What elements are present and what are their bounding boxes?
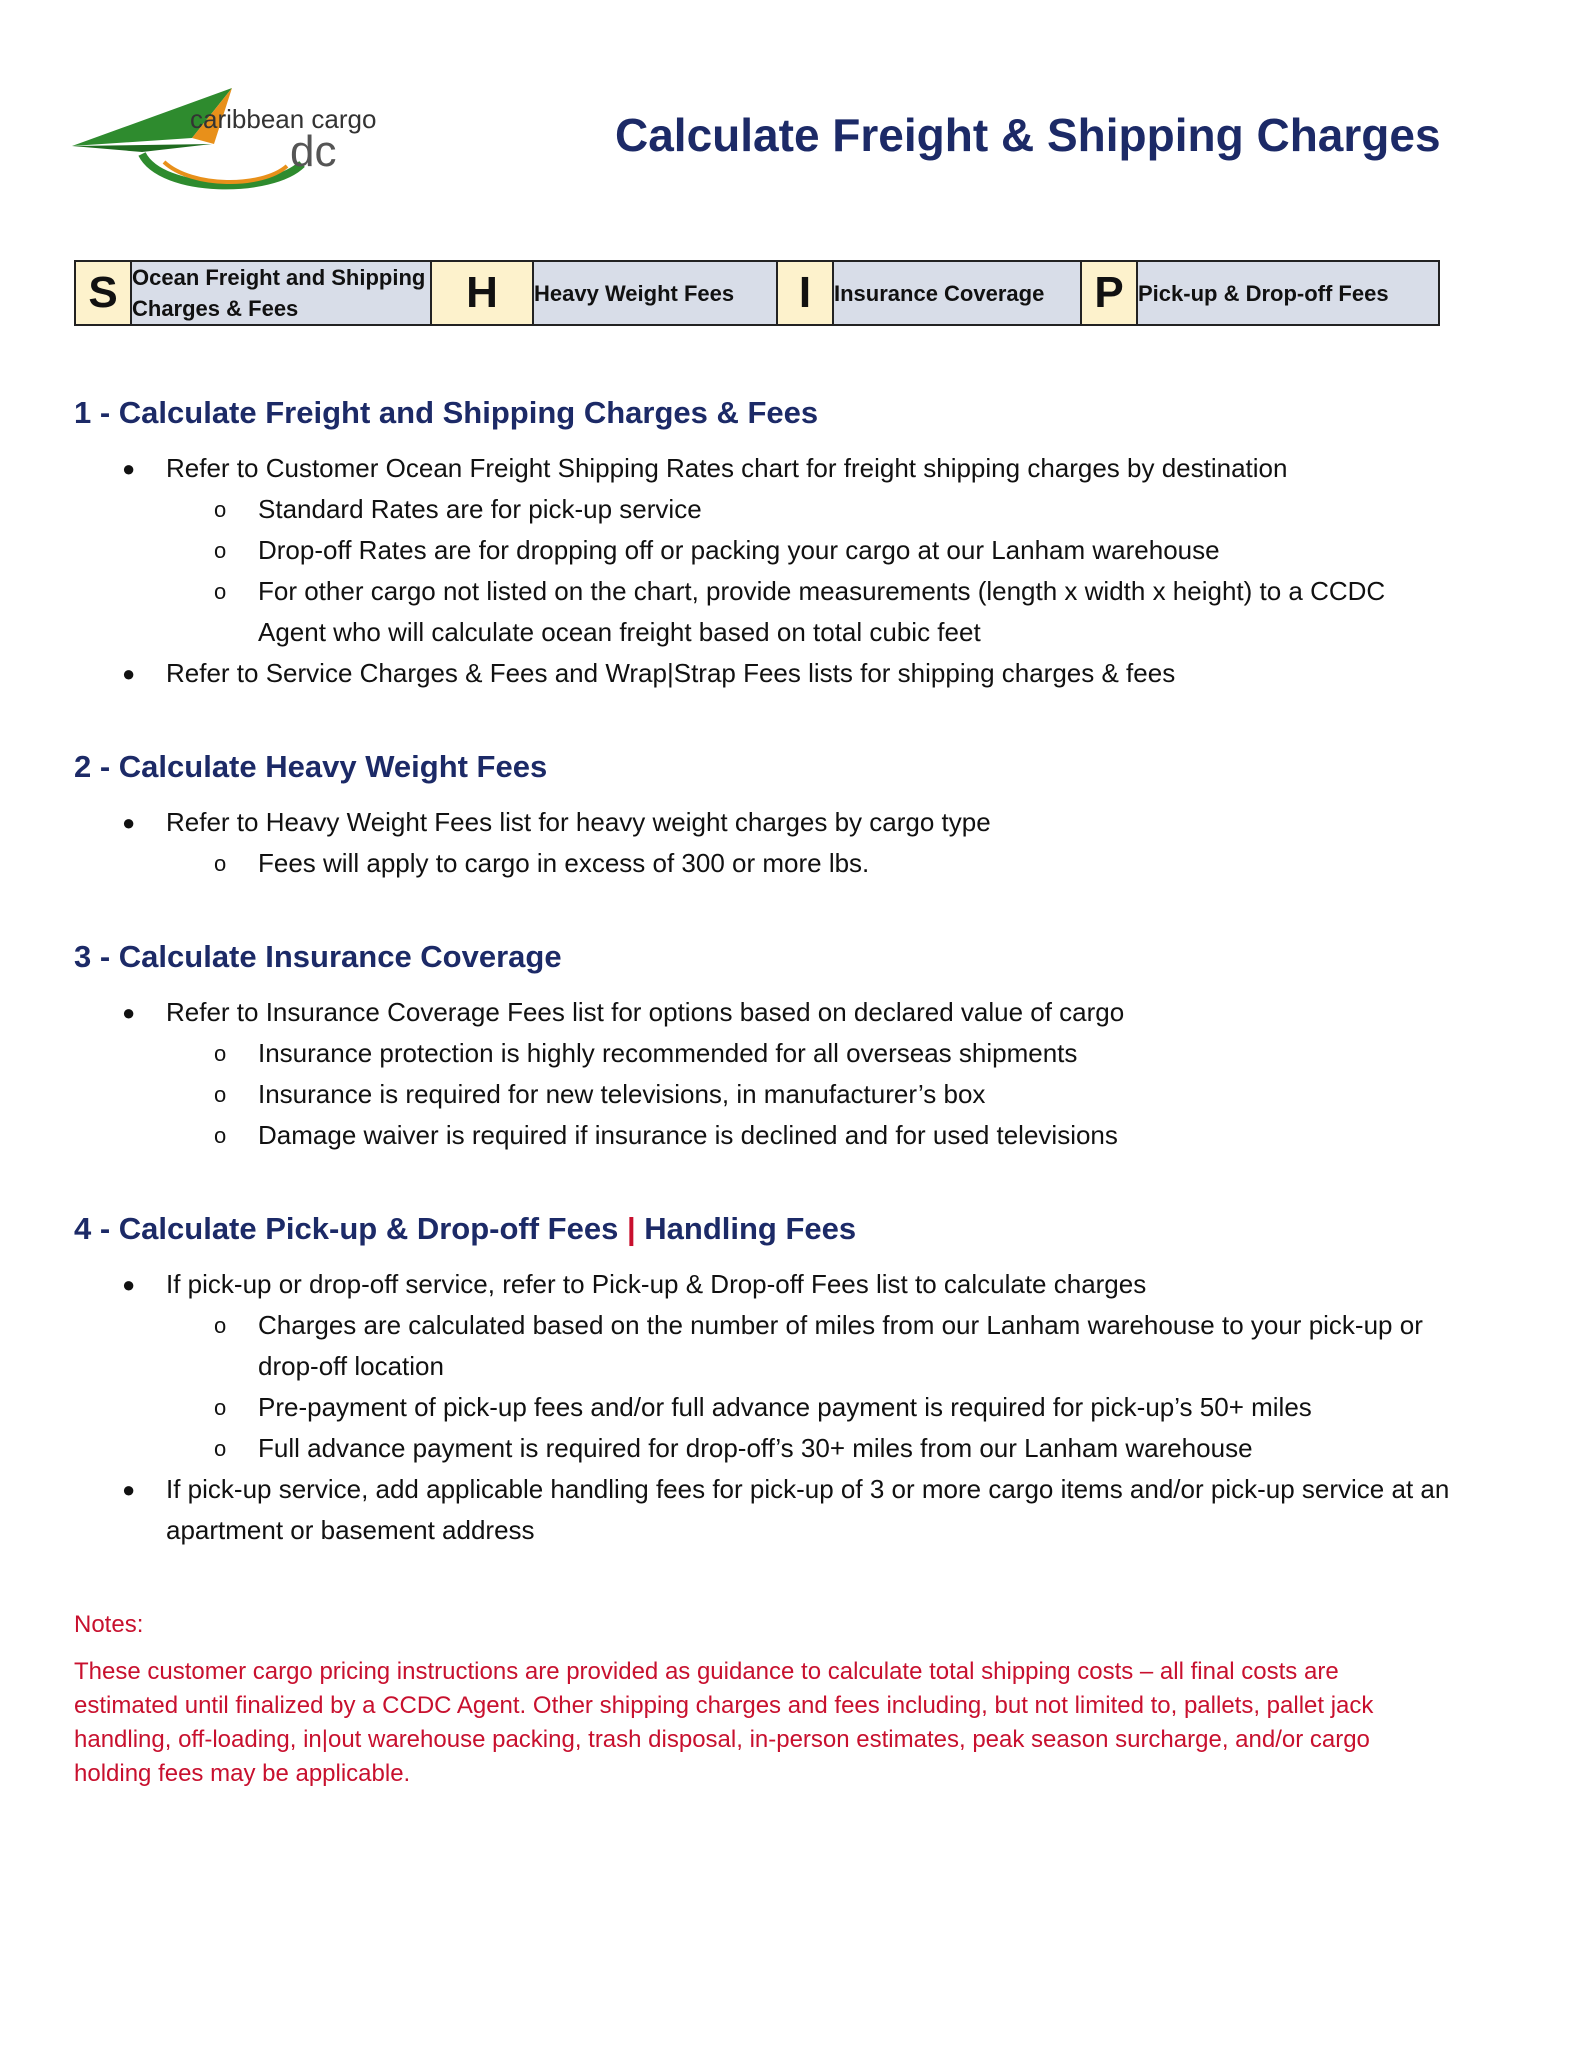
bullet-dot-icon: ● xyxy=(122,1000,136,1025)
page-title: Calculate Freight & Shipping Charges xyxy=(615,109,1441,161)
bullet-dot-icon: ● xyxy=(122,456,136,481)
sub-bullet-item xyxy=(74,530,1454,571)
section-heading-suffix: Handling Fees xyxy=(644,1211,857,1246)
sub-bullet-list xyxy=(166,1305,1454,1469)
sub-bullet-ring-icon: o xyxy=(214,1041,227,1066)
bullet-list xyxy=(74,802,1454,884)
bullet-item xyxy=(74,992,1454,1156)
sub-bullet-ring-icon: o xyxy=(214,1436,227,1461)
bullet-dot-icon: ● xyxy=(122,661,136,686)
section-heading: 2 - Calculate Heavy Weight Fees xyxy=(74,749,548,784)
ship-letter-s: S xyxy=(75,261,131,325)
bullet-dot-icon: ● xyxy=(122,1477,136,1502)
sub-bullet-text: Insurance is required for new televisions, in manufacturer’s box xyxy=(258,1079,986,1109)
sub-bullet-item xyxy=(74,1387,1454,1428)
ship-letter-p: P xyxy=(1081,261,1137,325)
sub-bullet-item xyxy=(74,1074,1454,1115)
sub-bullet-list xyxy=(166,1033,1454,1156)
bullet-text: Refer to Heavy Weight Fees list for heavy weight charges by cargo type xyxy=(166,807,991,837)
bullet-item xyxy=(74,448,1454,653)
sub-bullet-text: Damage waiver is required if insurance is declined and for used televisions xyxy=(258,1120,1118,1150)
notes-text: These customer cargo pricing instructions are provided as guidance to calculate total shipping costs – all final costs are estimated until finalized by a CCDC Agent. Other shipping charges and fees including, but not limited to, pallets, pallet jack handling, off-loading, in|out warehouse packing, trash disposal, in-person estimates, peak season surcharge, and/or cargo holding fees may be applicable. xyxy=(74,1658,1374,1787)
sub-bullet-item xyxy=(74,571,1454,653)
section-3 xyxy=(74,936,1454,1156)
section-heading: 3 - Calculate Insurance Coverage xyxy=(74,939,562,974)
section-heading xyxy=(74,1208,1454,1250)
ship-letter-i: I xyxy=(777,261,833,325)
sub-bullet-text: For other cargo not listed on the chart, provide measurements (length x width x height) to a CCDC Agent who will calculate ocean freight based on total cubic feet xyxy=(258,576,1386,647)
bullet-list xyxy=(74,992,1454,1156)
sub-bullet-item xyxy=(74,1305,1454,1387)
sub-bullet-ring-icon: o xyxy=(214,1123,227,1148)
sub-bullet-list xyxy=(166,489,1454,653)
ship-letter-h: H xyxy=(431,261,533,325)
section-2 xyxy=(74,746,1454,884)
section-4 xyxy=(74,1208,1454,1551)
bullet-list xyxy=(74,448,1454,694)
bullet-text: Refer to Insurance Coverage Fees list for options based on declared value of cargo xyxy=(166,997,1125,1027)
sub-bullet-text: Charges are calculated based on the number of miles from our Lanham warehouse to your pick-up or drop-off location xyxy=(258,1310,1423,1381)
sub-bullet-ring-icon: o xyxy=(214,1313,227,1338)
ship-label-pickup-dropoff: Pick-up & Drop-off Fees xyxy=(1137,261,1439,325)
bullet-text: Refer to Service Charges & Fees and Wrap|Strap Fees lists for shipping charges & fees xyxy=(166,658,1176,688)
sub-bullet-item xyxy=(74,1115,1454,1156)
bullet-item xyxy=(74,802,1454,884)
sub-bullet-text: Standard Rates are for pick-up service xyxy=(258,494,702,524)
bullet-item xyxy=(74,1264,1454,1469)
sub-bullet-ring-icon: o xyxy=(214,1082,227,1107)
logo-text-line2: dc xyxy=(290,127,337,176)
sub-bullet-ring-icon: o xyxy=(214,579,227,604)
bullet-text: If pick-up service, add applicable handling fees for pick-up of 3 or more cargo items and/or pick-up service at an apartment or basement address xyxy=(166,1474,1450,1545)
sub-bullet-ring-icon: o xyxy=(214,497,227,522)
sub-bullet-text: Full advance payment is required for drop-off’s 30+ miles from our Lanham warehouse xyxy=(258,1433,1253,1463)
bullet-dot-icon: ● xyxy=(122,810,136,835)
ship-label-ocean-freight: Ocean Freight and Shipping Charges & Fees xyxy=(131,261,431,325)
section-heading-main: 4 - Calculate Pick-up & Drop-off Fees xyxy=(74,1211,619,1246)
bullet-text: If pick-up or drop-off service, refer to Pick-up & Drop-off Fees list to calculate charges xyxy=(166,1269,1147,1299)
bullet-dot-icon: ● xyxy=(122,1272,136,1297)
company-logo xyxy=(72,88,412,198)
sub-bullet-item xyxy=(74,843,1454,884)
bullet-list xyxy=(74,1264,1454,1551)
sub-bullet-text: Pre-payment of pick-up fees and/or full advance payment is required for pick-up’s 50+ miles xyxy=(258,1392,1312,1422)
logo-text-line1: caribbean cargo xyxy=(190,104,377,134)
sub-bullet-list xyxy=(166,843,1454,884)
bullet-item xyxy=(74,653,1454,694)
sub-bullet-ring-icon: o xyxy=(214,851,227,876)
logo-swoosh-graphic xyxy=(72,88,412,198)
sub-bullet-item xyxy=(74,489,1454,530)
sub-bullet-item xyxy=(74,1428,1454,1469)
sub-bullet-text: Fees will apply to cargo in excess of 300 or more lbs. xyxy=(258,848,870,878)
sub-bullet-text: Insurance protection is highly recommended for all overseas shipments xyxy=(258,1038,1078,1068)
bullet-text: Refer to Customer Ocean Freight Shipping Rates chart for freight shipping charges by destination xyxy=(166,453,1288,483)
sub-bullet-ring-icon: o xyxy=(214,1395,227,1420)
heading-separator: | xyxy=(626,1211,636,1246)
bullet-item xyxy=(74,1469,1454,1551)
ship-label-heavy-weight: Heavy Weight Fees xyxy=(533,261,777,325)
section-heading: 1 - Calculate Freight and Shipping Charges & Fees xyxy=(74,395,819,430)
notes-label: Notes: xyxy=(74,1611,144,1638)
sub-bullet-item xyxy=(74,1033,1454,1074)
instructions-body xyxy=(74,392,1454,1791)
ship-label-insurance: Insurance Coverage xyxy=(833,261,1081,325)
sub-bullet-ring-icon: o xyxy=(214,538,227,563)
sub-bullet-text: Drop-off Rates are for dropping off or packing your cargo at our Lanham warehouse xyxy=(258,535,1220,565)
ship-legend-table xyxy=(74,260,1440,326)
section-1 xyxy=(74,392,1454,694)
